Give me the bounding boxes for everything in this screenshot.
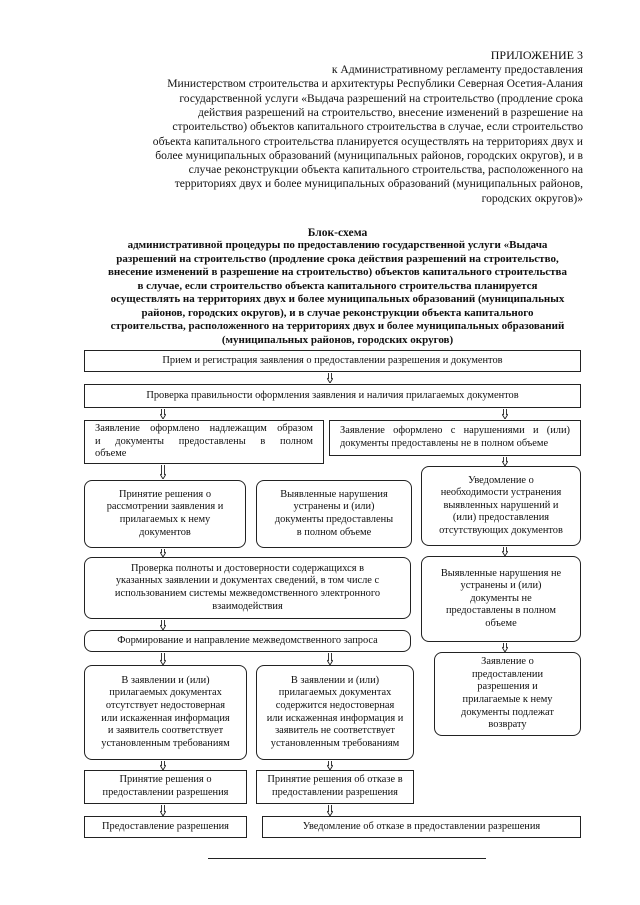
box-text-line: и документы предоставлены в полном (95, 435, 313, 447)
down-arrow-icon (160, 549, 166, 556)
box-text-line: Принятие решения об отказе в (267, 774, 403, 786)
subtitle-line: (муниципальных районов, городских округов) (221, 333, 454, 346)
box-text-line: возврату (488, 719, 527, 731)
box-text-line: Заявление оформлено надлежащим образом (95, 423, 313, 435)
down-arrow-icon (160, 465, 166, 472)
down-arrow-icon (502, 457, 508, 464)
box-grant-permit (84, 816, 247, 838)
down-arrow-icon (160, 805, 166, 812)
box-text-line: предоставлении разрешения (272, 787, 398, 798)
box-application-violations (329, 420, 581, 456)
subtitle-line: в случае, если строительство объекта капитального строительства планируется (137, 279, 538, 292)
box-text-line: В заявлении и (или) (121, 674, 210, 686)
box-text-line: рассмотрении заявления и (106, 501, 224, 513)
box-text-line: документы подлежат (461, 706, 554, 718)
header-line: к Административному регламенту предоставления (331, 63, 583, 76)
subtitle-line: разрешений на строительство (продление срока действия разрешений на строительство, (116, 252, 559, 265)
box-refusal-notice (262, 816, 581, 838)
box-text-line: Принятие решения о (119, 774, 212, 786)
footer-divider (208, 858, 486, 859)
box-text-line: установленным требованиям (270, 737, 400, 749)
box-completeness-check (84, 557, 411, 619)
box-return-documents (434, 652, 581, 736)
header-line: объекта капитального строительства планируется осуществлять на территориях двух и (152, 134, 583, 148)
box-text-line: Уведомление об отказе в предоставлении разрешения (302, 820, 541, 832)
box-text-line: прилагаемых к нему (119, 514, 211, 525)
box-info-invalid (256, 665, 414, 760)
box-violations-fixed (256, 480, 412, 548)
box-text-line: установленным требованиям (101, 737, 230, 749)
down-arrow-icon (160, 620, 166, 627)
box-text-line: документов (139, 526, 191, 538)
box-text-line: заявитель не соответствует (275, 725, 395, 737)
down-arrow-icon (160, 653, 166, 660)
subtitle-line: административной процедуры по предоставлению государственной услуги «Выдача (127, 239, 548, 251)
box-text-line: разрешения и (477, 681, 538, 693)
appendix-title-text: ПРИЛОЖЕНИЕ 3 (490, 48, 583, 62)
down-arrow-icon (502, 547, 508, 554)
header-line: действия разрешений на строительство, внесение изменений в разрешение на (198, 105, 583, 119)
header-line: случае реконструкции объекта капитального строительства, расположенного на (188, 163, 583, 177)
box-text-line: Проверка полноты и достоверности содержащихся в (130, 562, 365, 574)
box-text-line: предоставлены в полном (445, 605, 556, 617)
box-text-line: Заявление о (481, 656, 534, 668)
box-text-line: В заявлении и (или) (290, 674, 380, 686)
down-arrow-icon (502, 643, 508, 650)
down-arrow-icon (502, 409, 508, 416)
header-line: Министерством строительства и архитектуры Республики Северная Осетия-Алания (167, 77, 583, 91)
box-text-line: предоставлении разрешения (102, 787, 229, 798)
box-receipt-registration (84, 350, 581, 372)
down-arrow-icon (327, 761, 333, 768)
subtitle-line: строительства, расположенного на территориях двух и более муниципальных образований (110, 320, 565, 332)
box-text-line: прилагаемых документах (109, 687, 222, 699)
box-text-line: или искаженная информация (101, 712, 230, 724)
box-text-line: (или) предоставления (452, 512, 550, 524)
box-text-line: содержится недостоверная (275, 699, 395, 711)
box-text-line: Принятие решения о (118, 488, 212, 500)
header-line: более муниципальных образований (муниципальных районов, городских округов), и в (155, 148, 583, 162)
subtitle-line: районов, городских округов), и в случае реконструкции объекта капитального (141, 306, 534, 319)
box-text-line: устранены и (или) (293, 501, 375, 513)
header-line: строительство) объектов капитального строительства в случае, если строительство (172, 120, 583, 134)
subtitle-line: внесение изменений в разрешение на строительство) объектов капитального строительства (107, 266, 567, 278)
box-text-line: документы предоставлены (274, 514, 394, 525)
box-decision-refuse (256, 770, 414, 804)
box-decision-consider (84, 480, 246, 548)
box-text-line: выявленных нарушений и (443, 499, 559, 511)
box-text-line: прилагаемых документах (278, 687, 392, 699)
box-check-formatting (84, 384, 581, 408)
box-text-line: в полном объеме (296, 526, 372, 538)
box-application-proper (84, 420, 324, 464)
box-text-line: или искаженная информация и (266, 712, 404, 724)
box-decision-grant (84, 770, 247, 804)
box-interagency-request (84, 630, 411, 652)
box-info-valid (84, 665, 247, 760)
box-text-line: объеме (485, 617, 517, 629)
box-text-line: документы предоставлены не в полном объеме (340, 438, 549, 449)
box-text-line: и заявитель соответствует (107, 725, 224, 737)
box-text-line: указанных заявлении и документах сведений, в том числе с (115, 575, 380, 587)
box-text-line: взаимодействия (212, 600, 283, 612)
appendix-title (491, 48, 583, 62)
box-text-line: Проверка правильности оформления заявления и наличия прилагаемых документов (146, 389, 519, 401)
box-text-line: отсутствующих документов (439, 524, 563, 536)
header-line: территориях двух и более муниципальных образований (муниципальных районов, (174, 177, 583, 191)
subtitle-line: осуществлять на территориях двух и более муниципальных образований (муниципальных (110, 293, 565, 305)
box-violation-notice (421, 466, 581, 546)
down-arrow-icon (327, 653, 333, 660)
box-text-line: прилагаемые к нему (462, 694, 553, 705)
box-text-line: Выявленные нарушения не (440, 567, 562, 579)
box-text-line: объеме (95, 448, 127, 460)
box-text-line: Формирование и направление межведомственного запроса (117, 634, 378, 646)
down-arrow-icon (160, 761, 166, 768)
scheme-title (90, 226, 585, 239)
box-text-line: предоставлении (471, 668, 544, 680)
box-text-line: использованием системы межведомственного электронного (114, 588, 381, 599)
box-text-line: Заявление оформлено с нарушениями и (или) (340, 425, 570, 437)
down-arrow-icon (327, 805, 333, 812)
box-text-line: Выявленные нарушения (280, 488, 388, 500)
box-text-line: Прием и регистрация заявления о предоставлении разрешения и документов (162, 354, 503, 366)
box-text-line: документы не (470, 592, 532, 604)
box-text-line: необходимости устранения (440, 487, 562, 499)
box-text-line: отсутствует недостоверная (105, 699, 226, 711)
box-text-line: устранены и (или) (460, 580, 542, 592)
box-text-line: Предоставление разрешения (102, 820, 229, 832)
box-text-line: Уведомление о (468, 474, 534, 486)
scheme-title-text: Блок-схема (307, 226, 368, 239)
header-line: государственной услуги «Выдача разрешений на строительство (продление срока (179, 91, 583, 105)
header-line: городских округов)» (481, 191, 583, 205)
box-violations-not-fixed (421, 556, 581, 642)
down-arrow-icon (327, 373, 333, 380)
down-arrow-icon (160, 409, 166, 416)
